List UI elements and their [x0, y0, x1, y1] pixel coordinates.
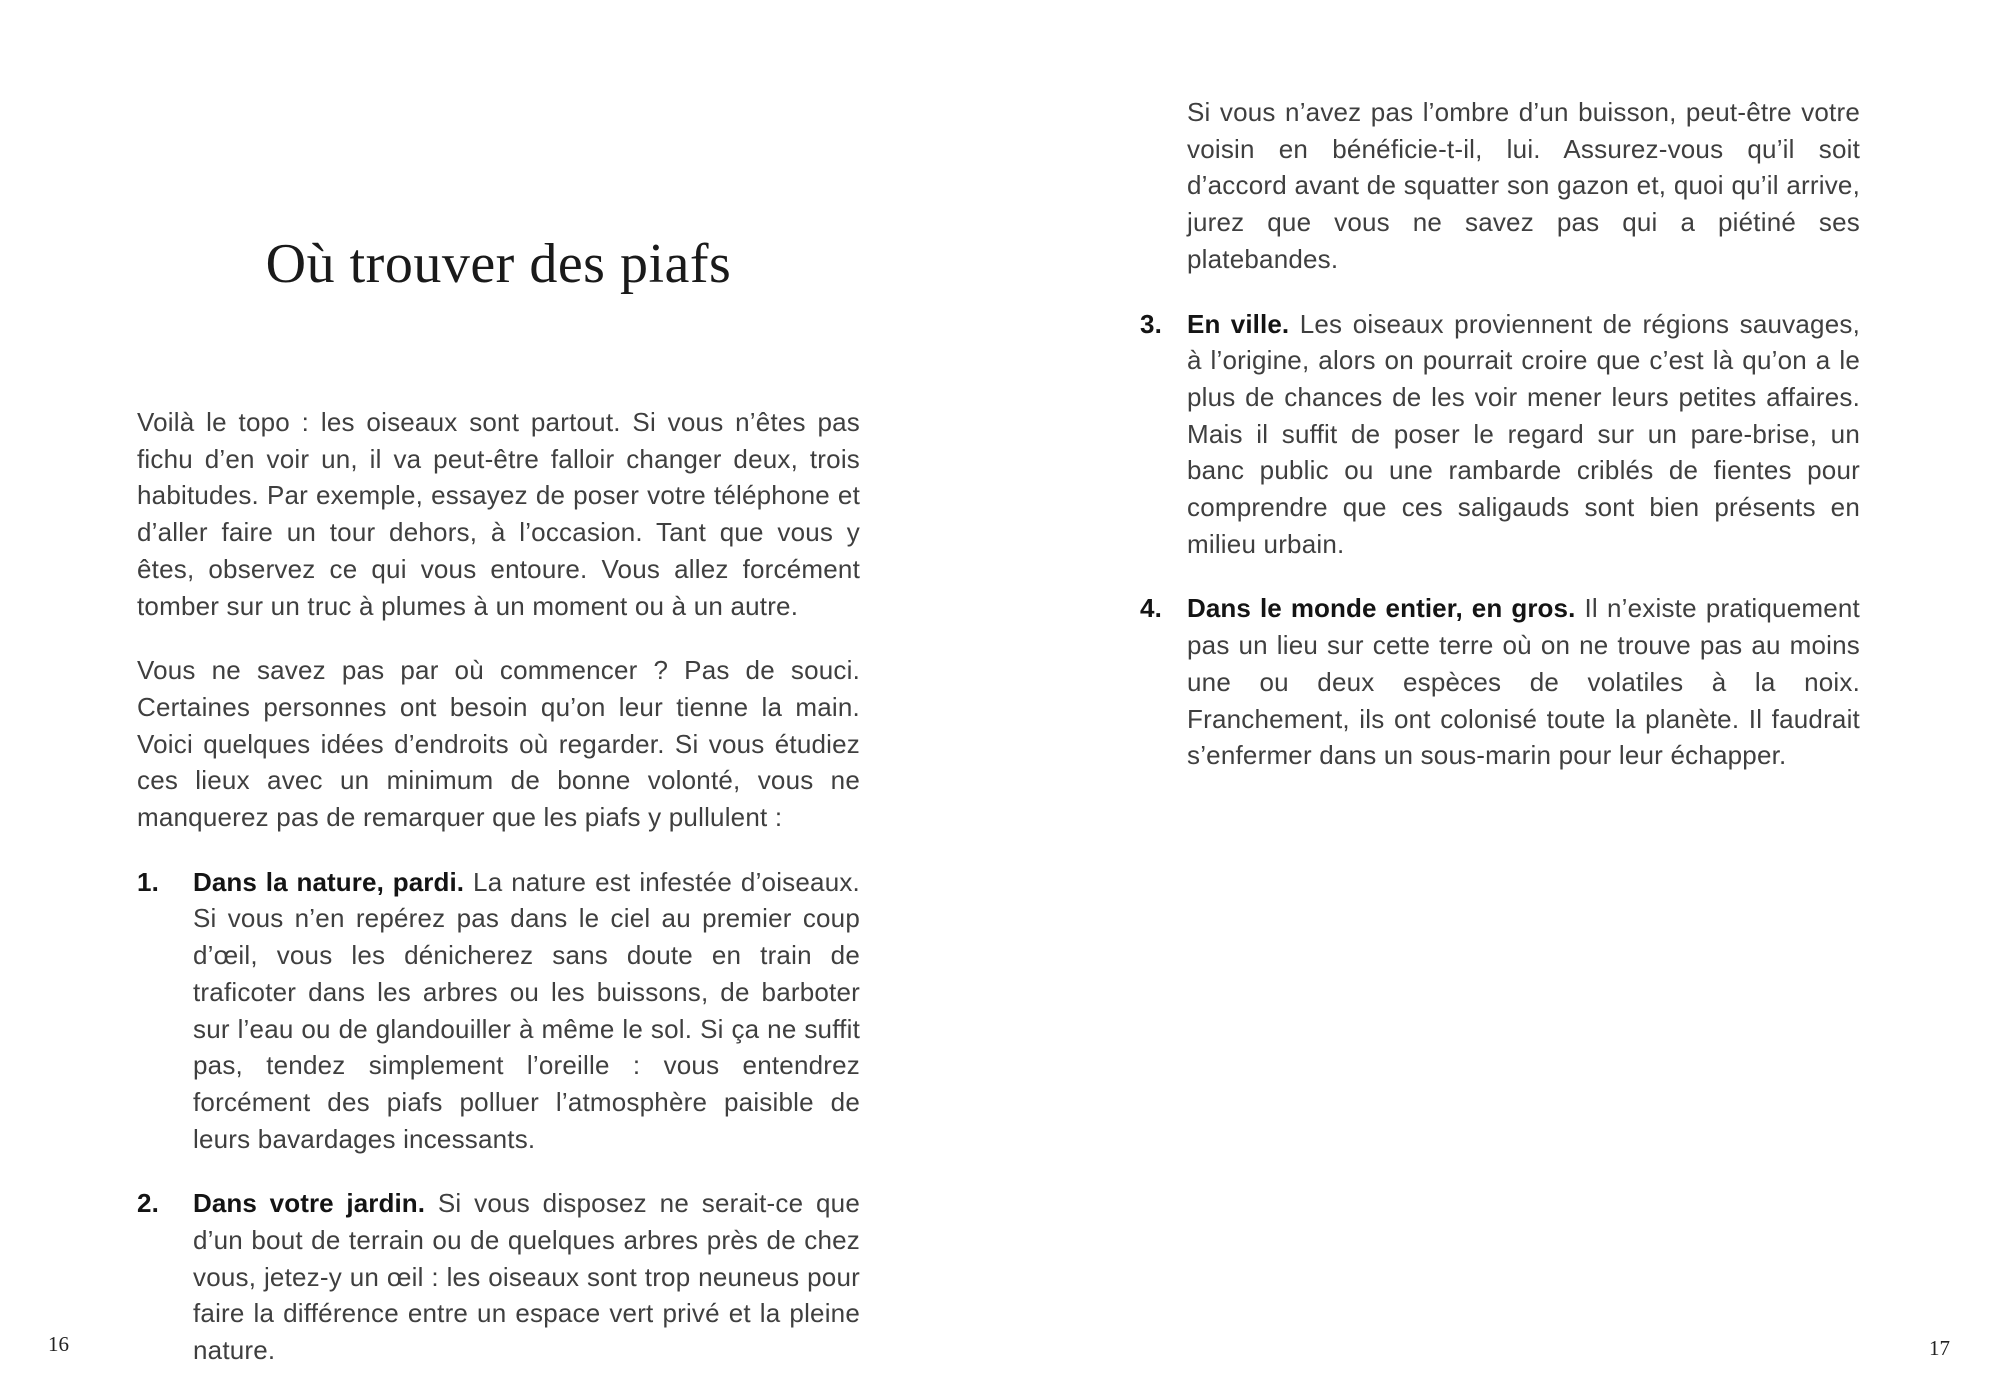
list-item-text	[1187, 590, 1860, 774]
list-item-body: Si vous disposez ne serait-ce que d’un bout de terrain ou de quelques arbres près de chez vous, jetez-y un œil : les oiseaux sont trop neuneus pour faire la différence entre un espace vert privé et la pleine nature.	[193, 1188, 860, 1366]
paragraph-lead-in: Vous ne savez pas par où commencer ? Pas de souci. Certaines personnes ont besoin qu’on leur tienne la main. Voici quelques idées d’endroits où regarder. Si vous étudiez ces lieux avec un minimum de bonne volonté, vous ne manquerez pas de remarquer que les piafs y pullulent :	[137, 655, 860, 833]
list-item-lead: Dans la nature, pardi.	[193, 866, 465, 897]
list-item-body: Les oiseaux proviennent de régions sauvages, à l’origine, alors on pourrait croire que c’est là qu’on a le plus de chances de les voir mener leurs petites affaires. Mais il suffit de poser le regard sur un pare-brise, un banc public ou une rambarde criblés de fientes pour comprendre que ces saligauds sont bien présents en milieu urbain.	[1187, 308, 1860, 559]
paragraph-intro: Voilà le topo : les oiseaux sont partout. Si vous n’êtes pas fichu d’en voir un, il va peut-être falloir changer deux, trois habitudes. Par exemple, essayez de poser votre téléphone et d’aller faire un tour dehors, à l’occasion. Tant que vous y êtes, observez ce qui vous entoure. Vous allez forcément tomber sur un truc à plumes à un moment ou à un autre.	[137, 407, 860, 621]
list-item-lead: En ville.	[1187, 308, 1290, 339]
left-page-body	[137, 404, 860, 1369]
list-number: 4.	[1140, 593, 1163, 624]
list-item-text	[193, 864, 860, 1158]
paragraph-continuation: Si vous n’avez pas l’ombre d’un buisson, peut-être votre voisin en bénéficie-t-il, lui. Assurez-vous qu’il soit d’accord avant de squatter son gazon et, quoi qu’il arrive, jurez que vous ne savez pas qui a piétiné ses platebandes.	[1187, 97, 1860, 274]
list-item-1	[137, 864, 860, 1158]
list-number: 1.	[137, 866, 160, 897]
page-number-left: 16	[48, 1332, 69, 1356]
list-number: 2.	[137, 1188, 160, 1219]
list-item-3	[1140, 306, 1860, 563]
list-item-text	[193, 1185, 860, 1369]
list-item-text	[1187, 306, 1860, 563]
list-item-lead: Dans votre jardin.	[193, 1188, 426, 1219]
list-number: 3.	[1140, 308, 1163, 339]
page-number-right: 17	[1929, 1336, 1950, 1360]
list-item-lead: Dans le monde entier, en gros.	[1187, 593, 1576, 624]
list-item-body: Il n’existe pratiquement pas un lieu sur cette terre où on ne trouve pas au moins une ou deux espèces de volatiles à la noix. Franchement, ils ont colonisé toute la planète. Il faudrait s’enfermer dans un sous-marin pour leur échapper.	[1187, 593, 1860, 771]
list-item-4	[1140, 590, 1860, 774]
list-item-body: La nature est infestée d’oiseaux. Si vous n’en repérez pas dans le ciel au premier coup d’œil, vous les dénicherez sans doute en train de traficoter dans les arbres ou les buissons, de barboter sur l’eau ou de glandouiller à même le sol. Si ça ne suffit pas, tendez simplement l’oreille : vous entendrez forcément des piafs polluer l’atmosphère paisible de leurs bavardages incessants.	[193, 866, 860, 1154]
chapter-title: Où trouver des piafs	[265, 233, 732, 295]
list-item-2	[137, 1185, 860, 1369]
right-page-body	[1140, 94, 1860, 774]
